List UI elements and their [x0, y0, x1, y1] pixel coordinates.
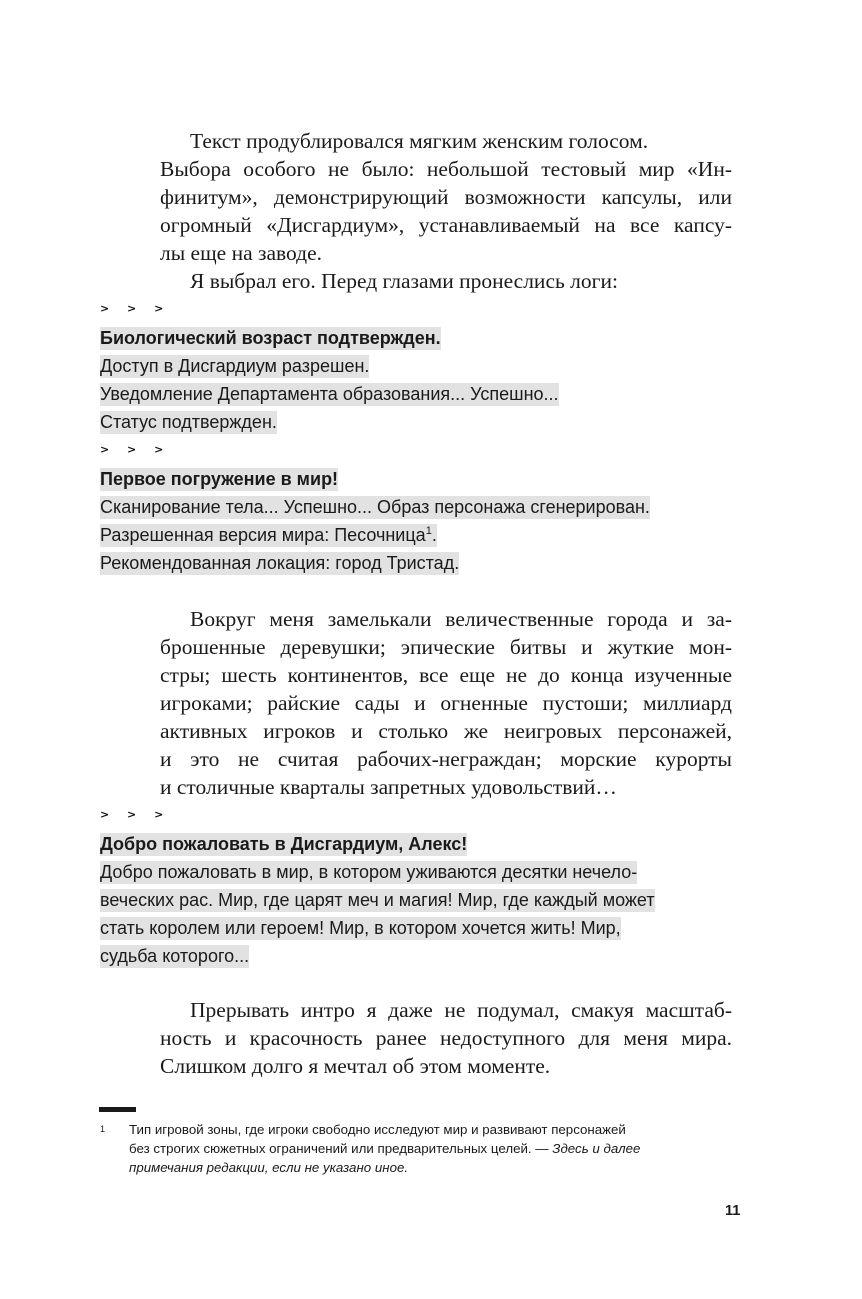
text-line: брошенные деревушки; эпические битвы и жуткие мон-	[160, 635, 732, 659]
log-marker: > > >	[100, 302, 171, 315]
text-line: Вокруг меня замелькали величественные города и за-	[190, 607, 732, 631]
text-line: стры; шесть континентов, все еще не до конца изученные	[160, 663, 732, 687]
text-line: лы еще на заводе.	[160, 241, 323, 265]
text-line: финитум», демонстрирующий возможности капсулы, или	[160, 185, 732, 209]
footnote	[100, 1120, 740, 1177]
text-line: Текст продублировался мягким женским голосом.	[190, 129, 649, 153]
log-line: Добро пожаловать в мир, в котором уживаются десятки нечело-	[100, 862, 638, 882]
footnote-ref: 1	[425, 525, 432, 537]
text-line: Я выбрал его. Перед глазами пронеслись логи:	[190, 269, 618, 293]
page-number: 11	[725, 1203, 741, 1219]
paragraph-intro-skip	[160, 996, 732, 1080]
log-line: Уведомление Департамента образования... Успешно...	[100, 384, 559, 404]
footnote-divider	[99, 1107, 136, 1112]
log-line: стать королем или героем! Мир, в котором хочется жить! Мир,	[100, 918, 621, 938]
text-line: Выбора особого не было: небольшой тестовый мир «Ин-	[160, 157, 732, 181]
paragraph-world	[160, 605, 732, 801]
text-line: игроками; райские сады и огненные пустоши; миллиард	[160, 691, 732, 715]
footnote-line: примечания редакции, если не указано иное.	[129, 1160, 409, 1175]
footnote-line: без строгих сюжетных ограничений или предварительных целей. — Здесь и далее	[129, 1141, 641, 1156]
log-line: Рекомендованная локация: город Тристад.	[100, 553, 460, 573]
log-block-first-dive	[100, 465, 650, 577]
log-heading: Добро пожаловать в Дисгардиум, Алекс!	[100, 834, 468, 854]
log-line: судьба которого...	[100, 946, 250, 966]
text-line: активных игроков и столько же неигровых персонажей,	[160, 719, 732, 743]
log-marker: > > >	[100, 808, 171, 821]
log-line: веческих рас. Мир, где царят меч и магия! Мир, где каждый может	[100, 890, 655, 910]
text-line: ность и красочность ранее недоступного для меня мира.	[160, 1026, 732, 1050]
footnote-text	[129, 1120, 740, 1177]
text-line: и столичные кварталы запретных удовольствий…	[160, 775, 617, 799]
log-line: Разрешенная версия мира: Песочница$^1$.	[100, 525, 437, 545]
log-heading: Биологический возраст подтвержден.	[100, 328, 441, 348]
log-line: Статус подтвержден.	[100, 412, 277, 432]
footnote-number: 1	[100, 1124, 106, 1134]
text-line: Слишком долго я мечтал об этом моменте.	[160, 1054, 551, 1078]
text-line: и это не считая рабочих-неграждан; морские курорты	[160, 747, 732, 771]
footnote-line: Тип игровой зоны, где игроки свободно исследуют мир и развивают персонажей	[129, 1122, 626, 1137]
log-marker: > > >	[100, 443, 171, 456]
log-block-age-check	[100, 324, 559, 436]
log-line: Доступ в Дисгардиум разрешен.	[100, 356, 370, 376]
log-heading: Первое погружение в мир!	[100, 469, 339, 489]
text-line: Прерывать интро я даже не подумал, смакуя масштаб-	[190, 998, 732, 1022]
text-line: огромный «Дисгардиум», устанавливаемый на все капсу-	[160, 213, 732, 237]
paragraph-intro	[160, 127, 732, 295]
log-line: Сканирование тела... Успешно... Образ персонажа сгенерирован.	[100, 497, 650, 517]
log-block-welcome	[100, 830, 655, 970]
